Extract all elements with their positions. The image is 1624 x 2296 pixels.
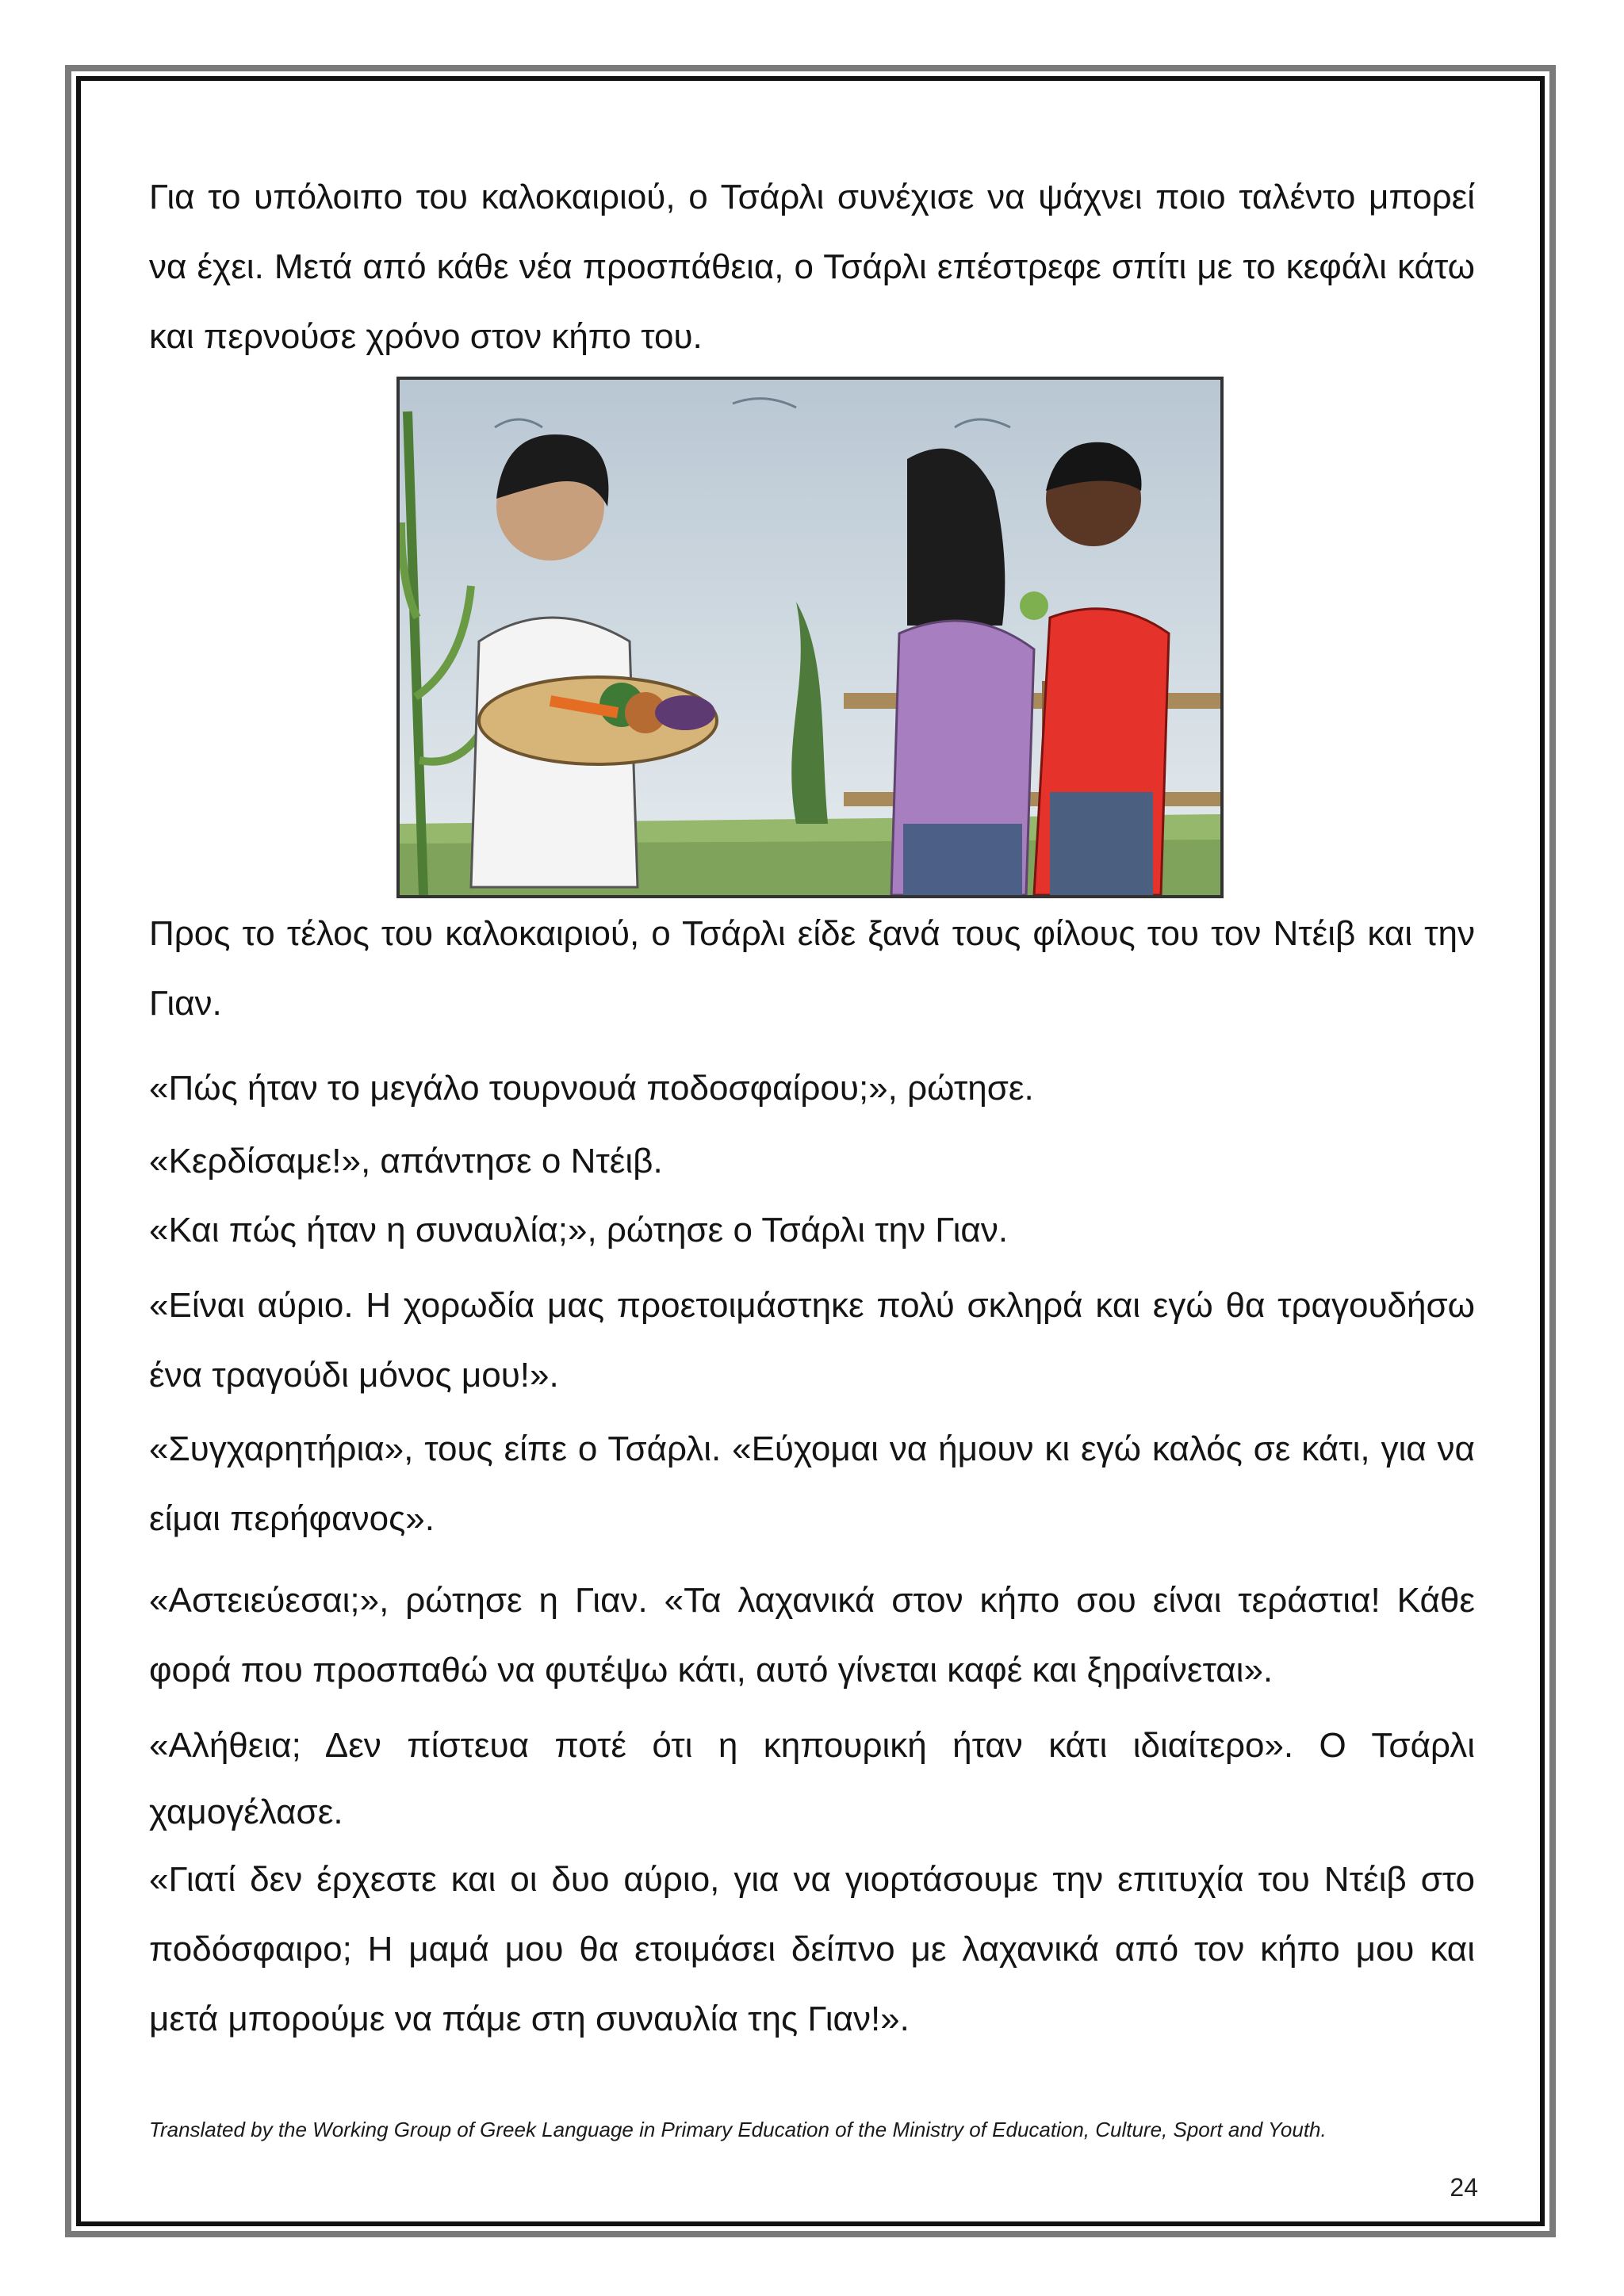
paragraph-7: «Συγχαρητήρια», τους είπε ο Τσάρλι. «Εύχομαι να ήμουν κι εγώ καλός σε κάτι, για να είμαι περήφανος». <box>149 1429 1475 1538</box>
paragraph-8: «Αστειεύεσαι;», ρώτησε η Γιαν. «Τα λαχανικά στον κήπο σου είναι τεράστια! Κάθε φορά που προσπαθώ να φυτέψω κάτι, αυτό γίνεται καφέ και ξηραίνεται». <box>149 1581 1475 1689</box>
translation-credit: Translated by the Working Group of Greek Language in Primary Education of the Ministry of Education, Culture, Sport and Youth. <box>149 2118 1327 2141</box>
paragraph-6: «Είναι αύριο. Η χορωδία μας προετοιμάστηκε πολύ σκληρά και εγώ θα τραγουδήσω ένα τραγούδι μόνος μου!». <box>149 1286 1475 1395</box>
paragraph-5: «Και πώς ήταν η συναυλία;», ρώτησε ο Τσάρλι την Γιαν. <box>149 1211 1009 1249</box>
paragraph-1: Για το υπόλοιπο του καλοκαιριού, ο Τσάρλι συνέχισε να ψάχνει ποιο ταλέντο μπορεί να έχει. Μετά από κάθε νέα προσπάθεια, ο Τσάρλι επέστρεφε σπίτι με το κεφάλι κάτω και περνούσε χρόνο στον κήπο του. <box>149 178 1475 356</box>
story-illustration <box>396 377 1224 898</box>
paragraph-4: «Κερδίσαμε!», απάντησε ο Ντέιβ. <box>149 1142 663 1181</box>
paragraph-3: «Πώς ήταν το μεγάλο τουρνουά ποδοσφαίρου;», ρώτησε. <box>149 1069 1034 1108</box>
paragraph-9: «Αλήθεια; Δεν πίστευα ποτέ ότι η κηπουρική ήταν κάτι ιδιαίτερο». Ο Τσάρλι χαμογέλασε. <box>149 1726 1475 1831</box>
page-number: 24 <box>1450 2173 1478 2202</box>
paragraph-10: «Γιατί δεν έρχεστε και οι δυο αύριο, για να γιορτάσουμε την επιτυχία του Ντέιβ στο ποδόσφαιρο; Η μαμά μου θα ετοιμάσει δείπνο με λαχανικά από τον κήπο μου και μετά μπορούμε να πάμε στη συναυλία της Γιαν!». <box>149 1860 1475 2038</box>
paragraph-2: Προς το τέλος του καλοκαιριού, ο Τσάρλι είδε ξανά τους φίλους του τον Ντέιβ και την Γιαν. <box>149 914 1475 1023</box>
